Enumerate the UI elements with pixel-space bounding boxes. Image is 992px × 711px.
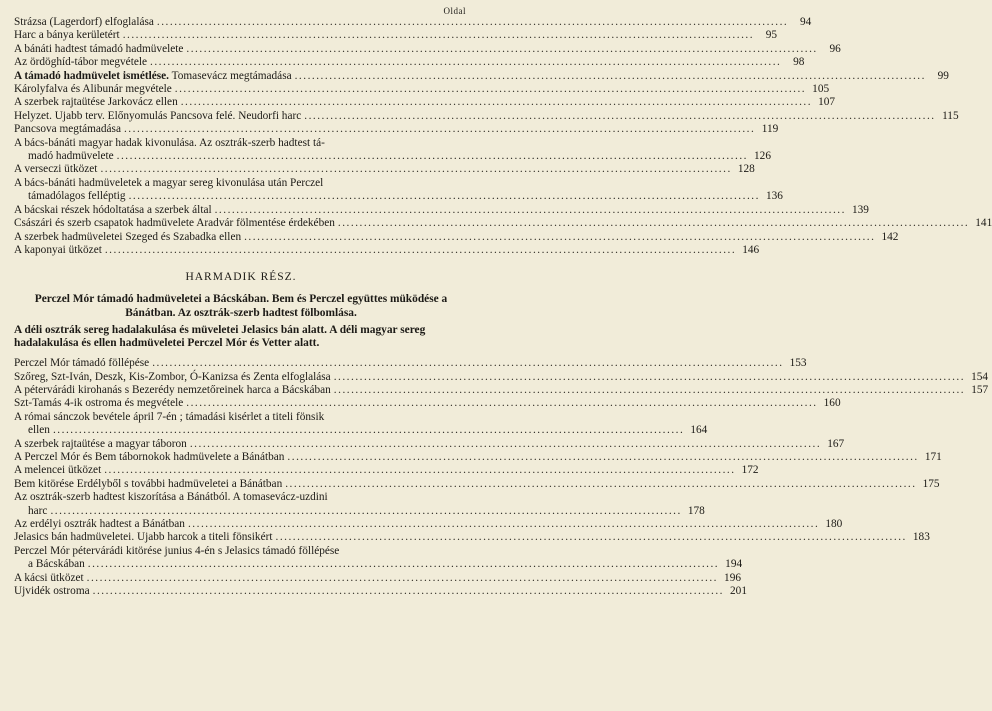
toc-entry-title: Harc a bánya kerületért [14,29,120,42]
dot-leader [215,204,846,217]
dot-leader [117,150,748,163]
toc-entry-title: Szt-Tamás 4-ik ostroma és megvétele [14,397,184,410]
dot-leader [157,16,788,29]
dot-leader [295,70,926,83]
toc-entry-title: Az osztrák-szerb hadtest kiszorítása a Bánátból. A tomasevácz-uzdini [14,491,328,504]
toc-entry [14,83,830,96]
dot-leader [87,572,718,585]
toc-page-number: 154 [971,370,989,383]
toc-entry [14,464,759,477]
toc-page-number: 115 [942,109,959,122]
toc-page-number: 141 [975,217,992,230]
toc-entry-title: A Perczel Mór és Bem tábornokok hadmüvelete a Bánátban [14,450,285,463]
toc-entry-title: A szerbek hadmüveletei Szeged és Szabadka ellen [14,230,242,243]
dot-leader [100,163,731,176]
dot-leader [186,397,817,410]
toc-page-number: 196 [724,571,741,584]
dot-leader [304,110,935,123]
toc-entry [14,69,949,83]
toc-entry-title: Perczel Mór pétervárádi kitörése junius 4-én s Jelasics támadó föllépése [14,544,340,557]
toc-entry-title [14,70,292,83]
toc-page-number: 178 [687,504,705,517]
toc-entry-title: Pancsova megtámadása [14,123,121,136]
toc-page-number: 96 [829,42,841,55]
toc-entry-title-cont: a Bácskában [28,558,85,571]
toc-entry [14,56,805,69]
toc-entry-title: Ujvidék ostroma [14,585,90,598]
toc-entry-title: A kácsi ütközet [14,571,84,584]
toc-entry [14,531,930,544]
page-column-label: Oldal [443,6,466,16]
dot-leader [334,371,965,384]
dot-leader [93,585,724,598]
dot-leader [190,438,821,451]
dot-leader [338,217,969,230]
toc-entry [14,410,708,438]
toc-entry-title: Jelasics bán hadmüveletei. Ujabb harcok a titeli fönsikért [14,531,273,544]
toc-entry-title: Helyzet. Ujabb terv. Előnyomulás Pancsova felé. Neudorfi harc [14,109,302,122]
toc-entry-title: A pétervárádi kirohanás s Bezerédy nemzetőreinek harca a Bácskában [14,383,331,396]
toc-entry-title: A bánáti hadtest támadó hadmüvelete [14,42,184,55]
toc-entry [14,42,841,56]
part-title: HARMADIK RÉSZ. [185,271,297,284]
toc-page-number: 128 [737,163,755,176]
toc-entry-title-cont: harc [28,504,48,517]
toc-page-number: 167 [827,437,845,450]
toc-page-number: 160 [823,397,841,410]
toc-entry [14,136,771,164]
toc-page-number: 107 [818,96,836,109]
dot-leader [285,478,916,491]
toc-entry [14,585,747,598]
toc-entry-title: A verseczi ütközet [14,163,98,176]
toc-entry-title: Szőreg, Szt-Iván, Deszk, Kis-Zombor, Ó-Kanizsa és Zenta elfoglalása [14,370,331,383]
dot-leader [181,96,812,109]
dot-leader [334,384,965,397]
toc-entry-title: Strázsa (Lagerdorf) elfoglalása [14,16,154,28]
toc-entry [14,383,989,397]
dot-leader [50,505,681,518]
toc-entry [14,29,778,42]
toc-entry [14,230,899,244]
toc-page-number: 98 [793,56,805,69]
dot-leader [244,231,875,244]
part-summary-2: A déli osztrák sereg hadalakulása és müveletei Jelasics bán alatt. A déli magyar sereg hadalakulása és ellen hadmüveletei Perczel Mór és Vetter alatt. [14,323,426,349]
toc-page-number: 201 [730,585,747,598]
toc-entry [14,571,741,585]
toc-entry-title: A kaponyai ütközet [14,243,102,256]
toc-page-number: 99 [937,69,949,82]
toc-page-number: 119 [761,123,779,136]
toc-entry [14,491,705,518]
dot-leader [150,56,781,69]
dot-leader [104,464,735,477]
toc-page-number: 183 [912,531,930,544]
dot-leader [287,451,918,464]
toc-entry [14,544,743,572]
toc-page-number: 142 [881,230,899,243]
toc-entry-title: Bem kitörése Erdélyből s további hadmüveletei a Bánátban [14,477,283,490]
toc-entry-bold-head: A támadó hadmüvelet ismétlése. [14,69,170,82]
toc-entry-title: A szerbek rajtaütése a magyar táboron [14,437,187,450]
toc-entry-title-cont: madó hadmüvelete [28,150,114,163]
toc-entry [14,437,845,451]
toc-entry-title: Az erdélyi osztrák hadtest a Bánátban [14,518,185,530]
toc-page-number: 153 [789,357,807,370]
toc-page-number: 126 [754,150,771,163]
toc-entry [14,109,959,123]
part-summary-1: Perczel Mór támadó hadmüveletei a Bácskában. Bem és Perczel együttes müködése a Bánátban. Az osztrák-szerb hadtest fölbomlása. [34,293,448,319]
toc-entry-tail: Tomasevácz megtámadása [169,69,292,82]
toc-page-number: 164 [690,424,708,437]
toc-entry-title: Károlyfalva és Alibunár megvétele [14,83,172,96]
toc-page-number: 95 [765,29,778,42]
dot-leader [188,518,819,531]
toc-page-number: 157 [971,383,989,396]
toc-entry [14,217,992,230]
dot-leader [152,357,783,370]
dot-leader [53,424,684,437]
toc-entry [14,243,760,257]
toc-entry [14,96,836,109]
toc-page-number: 194 [725,558,743,571]
toc-entry-title-cont: ellen [28,424,50,437]
dot-leader [129,190,760,203]
dot-leader [124,123,755,136]
toc-page-number: 171 [924,450,942,463]
toc-entry-title: A római sánczok bevétele ápril 7-én ; támadási kisérlet a titeli fönsik [14,410,325,423]
toc-entry [14,397,841,410]
toc-entry-title: A szerbek rajtaütése Jarkovácz ellen [14,96,178,109]
toc-entry-title: A bácskai részek hódoltatása a szerbek által [14,203,212,216]
toc-entry [14,370,989,384]
dot-leader [105,244,736,257]
toc-entry [14,518,843,531]
toc-section-2 [14,357,989,598]
dot-leader [175,83,806,96]
toc-entry [14,477,940,491]
toc-entry-title: A melencei ütközet [14,464,102,477]
toc-page-number: 180 [825,518,843,530]
toc-entry-title-cont: támadólagos felléptig [28,190,126,203]
toc-page-number: 139 [852,203,869,216]
toc-entry-title: Perczel Mór támadó föllépése [14,357,150,370]
toc-page-number: 146 [742,243,760,256]
toc-page-number: 172 [741,464,759,477]
toc-entry [14,203,869,217]
toc-entry [14,450,942,464]
toc-entry [14,176,783,204]
toc-page-number: 136 [765,190,783,203]
toc-entry [14,16,812,29]
dot-leader [123,29,754,42]
toc-entry [14,163,755,176]
toc-entry-title: A bács-bánáti magyar hadak kivonulása. Az osztrák-szerb hadtest tá- [14,136,325,149]
toc-entry [14,357,807,370]
toc-entry-title: Az ördöghíd-tábor megvétele [14,56,148,69]
dot-leader [88,558,719,571]
toc-page-number: 175 [922,477,940,490]
toc-section-1 [14,16,992,257]
toc-entry-title: Császári és szerb csapatok hadmüvelete Aradvár fölmentése érdekében [14,217,335,230]
toc-entry [14,123,779,136]
toc-page-number: 94 [799,16,812,28]
toc-page-number: 105 [812,83,830,96]
toc-entry-title: A bács-bánáti hadmüveletek a magyar sereg kivonulása után Perczel [14,176,324,189]
dot-leader [186,43,817,56]
dot-leader [276,531,907,544]
